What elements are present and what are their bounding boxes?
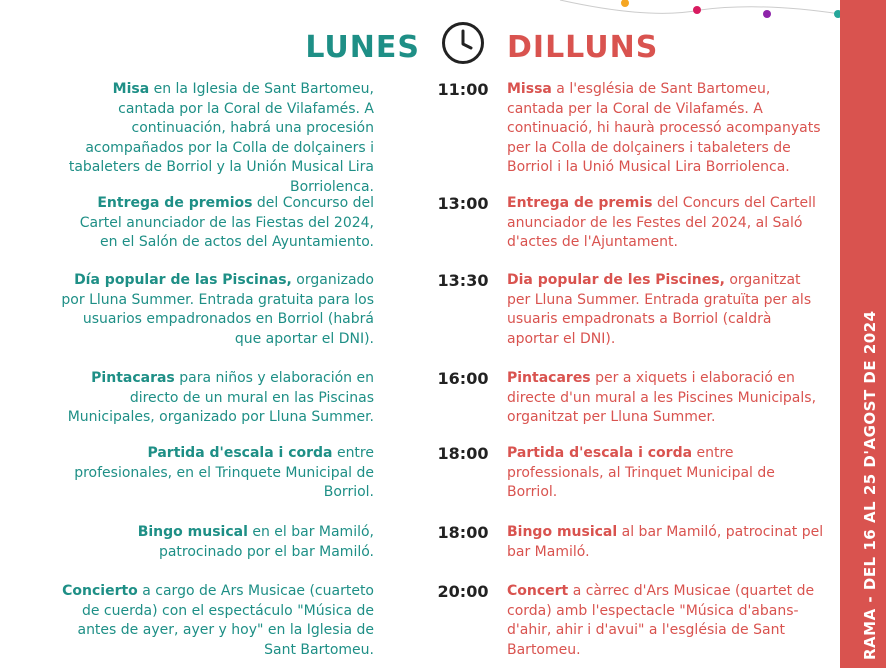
- event-description-spanish: [59, 369, 374, 428]
- event-title-catalan: Dia popular de les Piscines,: [507, 272, 725, 288]
- event-description-spanish: [59, 582, 374, 660]
- event-details-catalan: entre professionals, al Trinquet Municipal de Borriol.: [507, 445, 775, 500]
- sidebar-dates-text: RAMA - DEL 16 AL 25 D'AGOST DE 2024: [861, 310, 879, 660]
- event-details-catalan: a l'església de Sant Bartomeu, cantada per la Coral de Vilafamés. A continuació, hi haurà processó acompanyats per la Colla de dolçainers i tabaleters de Borriol i la Unió Musical Lira Borriolenca.: [507, 81, 821, 175]
- event-details-spanish: entre profesionales, en el Trinquete Municipal de Borriol.: [74, 445, 374, 500]
- event-time: 20:00: [437, 582, 489, 601]
- event-title-spanish: Día popular de las Piscinas,: [74, 272, 292, 288]
- event-description-spanish: [59, 80, 374, 197]
- event-details-catalan: organitzat per Lluna Summer. Entrada gratuïta per als usuaris empadronats a Borriol (caldrà aportar el DNI).: [507, 272, 812, 347]
- event-description-spanish: [59, 271, 374, 349]
- event-details-spanish: en la Iglesia de Sant Bartomeu, cantada por la Coral de Vilafamés. A continuación, habrá una procesión acompañados por la Colla de dolçainers i tabaleters de Borriol y la Unión Musical Lira Borriolenca.: [68, 81, 374, 195]
- event-title-catalan: Partida d'escala i corda: [507, 445, 693, 461]
- event-title-spanish: Bingo musical: [137, 524, 248, 540]
- event-title-spanish: Concierto: [62, 583, 138, 599]
- event-details-spanish: del Concurso del Cartel anunciador de las Fiestas del 2024, en el Salón de actos del Ayuntamiento.: [79, 195, 374, 250]
- event-details-catalan: a càrrec d'Ars Musicae (quartet de corda) amb l'espectacle "Música d'abans-d'ahir, ahir i d'avui" a l'església de Sant Bartomeu.: [507, 583, 815, 658]
- event-time: 18:00: [437, 523, 489, 542]
- event-time: 18:00: [437, 444, 489, 463]
- event-time: 11:00: [437, 80, 489, 99]
- day-title-catalan: DILLUNS: [507, 30, 659, 65]
- event-time: 13:00: [437, 194, 489, 213]
- event-description-catalan: [507, 582, 827, 660]
- event-title-spanish: Entrega de premios: [97, 195, 253, 211]
- event-details-catalan: per a xiquets i elaboració en directe d'un mural a les Piscines Municipals, organitzat per Lluna Summer.: [507, 370, 817, 425]
- event-time: 16:00: [437, 369, 489, 388]
- event-description-catalan: [507, 523, 827, 562]
- event-description-catalan: [507, 271, 827, 349]
- event-details-spanish: para niños y elaboración en directo de un mural en las Piscinas Municipales, organizado por Lluna Summer.: [67, 370, 374, 425]
- string-lights-decoration: [0, 0, 840, 30]
- event-title-catalan: Entrega de premis: [507, 195, 653, 211]
- event-description-catalan: [507, 194, 827, 253]
- event-description-spanish: [59, 523, 374, 562]
- event-description-spanish: [59, 444, 374, 503]
- event-title-catalan: Missa: [507, 81, 552, 97]
- event-title-catalan: Concert: [507, 583, 569, 599]
- event-details-spanish: a cargo de Ars Musicae (cuarteto de cuerda) con el espectáculo "Música de antes de ayer, ayer y hoy" en la Iglesia de Sant Bartomeu.: [77, 583, 374, 658]
- event-details-catalan: del Concurs del Cartell anunciador de les Festes del 2024, al Saló d'actes de l'Ajuntament.: [507, 195, 816, 250]
- day-title-spanish: LUNES: [305, 30, 420, 65]
- event-title-spanish: Pintacaras: [91, 370, 175, 386]
- event-description-spanish: [59, 194, 374, 253]
- event-details-spanish: organizado por Lluna Summer. Entrada gratuita para los usuarios empadronados en Borriol (habrá que aportar el DNI).: [61, 272, 374, 347]
- clock-icon: [440, 20, 486, 66]
- event-description-catalan: [507, 369, 827, 428]
- event-title-spanish: Partida d'escala i corda: [147, 445, 333, 461]
- event-details-catalan: al bar Mamiló, patrocinat pel bar Mamiló.: [507, 524, 824, 560]
- event-details-spanish: en el bar Mamiló, patrocinado por el bar Mamiló.: [158, 524, 374, 560]
- event-title-catalan: Pintacares: [507, 370, 591, 386]
- event-description-catalan: [507, 80, 827, 178]
- event-time: 13:30: [437, 271, 489, 290]
- event-title-spanish: Misa: [112, 81, 150, 97]
- sidebar-banner: [840, 0, 886, 668]
- event-title-catalan: Bingo musical: [507, 524, 618, 540]
- event-description-catalan: [507, 444, 827, 503]
